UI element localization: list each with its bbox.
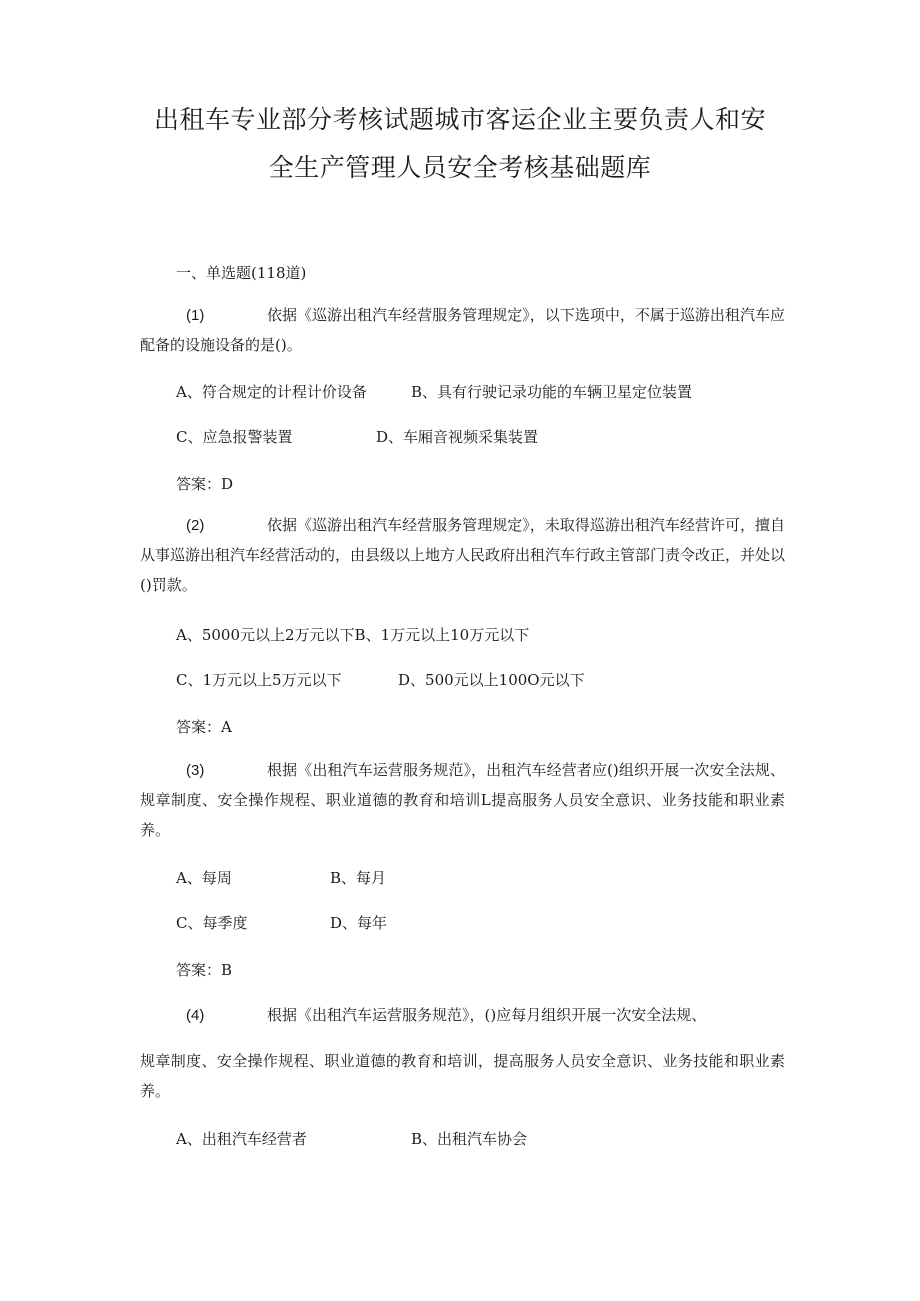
section-heading: 一、单选题(118道)	[176, 264, 307, 282]
title-line-1: 出租车专业部分考核试题城市客运企业主要负责人和安	[153, 105, 766, 134]
question-number: (1)	[186, 307, 205, 324]
option-c: C、每季度	[176, 914, 248, 932]
question-text-continued: 规章制度、安全操作规程、职业道德的教育和培训，提高服务人员安全意识、业务技能和职业素养。	[140, 1052, 785, 1100]
question-number: (3)	[186, 762, 205, 779]
option-d: D、500元以上100O元以下	[398, 671, 585, 689]
option-d: D、车厢音视频采集装置	[376, 428, 539, 446]
answer: 答案：A	[176, 718, 232, 736]
option-c: C、1万元以上5万元以下	[176, 671, 342, 689]
option-a: A、出租汽车经营者	[176, 1130, 307, 1148]
question-number: (2)	[186, 517, 205, 534]
option-a: A、每周	[176, 869, 232, 887]
option-b: B、具有行驶记录功能的车辆卫星定位装置	[411, 383, 693, 401]
option-c: C、应急报警装置	[176, 428, 293, 446]
answer: 答案：B	[176, 961, 233, 979]
option-a: A、符合规定的计程计价设备	[176, 383, 367, 401]
question-text: 依据《巡游出租汽车经营服务管理规定》，未取得巡游出租汽车经营许可，擅自从事巡游出租汽车经营活动的，由县级以上地方人民政府出租汽车行政主管部门责令改正，并处以()罚款。	[140, 516, 786, 594]
option-b: B、每月	[330, 869, 387, 887]
option-d: D、每年	[330, 914, 388, 932]
question-text: 根据《出租汽车运营服务规范》，()应每月组织开展一次安全法规、	[267, 1006, 707, 1024]
question-text: 依据《巡游出租汽车经营服务管理规定》，以下选项中，不属于巡游出租汽车应配备的设施设备的是()。	[140, 306, 785, 354]
title-line-2: 全生产管理人员安全考核基础题库	[268, 153, 652, 182]
option-a-b: A、5000元以上2万元以下B、1万元以上10万元以下	[176, 626, 530, 644]
question-number: (4)	[186, 1007, 205, 1024]
answer: 答案：D	[176, 475, 234, 493]
question-text: 根据《出租汽车运营服务规范》，出租汽车经营者应()组织开展一次安全法规、规章制度、安全操作规程、职业道德的教育和培训L提高服务人员安全意识、业务技能和职业素养。	[140, 761, 785, 839]
document-title	[140, 96, 780, 192]
option-b: B、出租汽车协会	[411, 1130, 528, 1148]
